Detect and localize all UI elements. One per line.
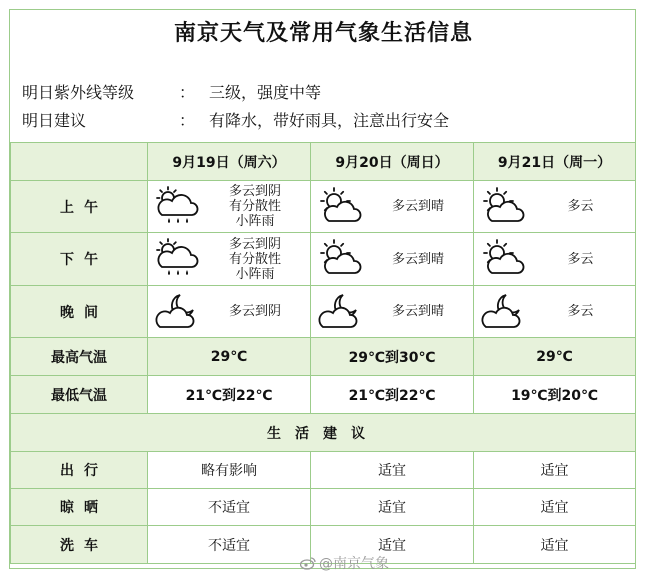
period-label: 下午 [11,233,148,286]
sun-cloud-icon [480,186,526,226]
life-label: 洗车 [11,526,148,564]
max-temp-value: 29℃到30℃ [311,338,474,376]
weather-cell [148,286,311,338]
weather-cell [311,233,474,286]
life-value: 不适宜 [148,526,311,564]
weather-card [9,9,636,569]
min-temp-label: 最低气温 [11,376,148,414]
date-header: 9月20日（周日） [311,143,474,181]
period-row-morning [11,181,636,233]
date-header: 9月21日（周一） [474,143,636,181]
period-row-afternoon [11,233,636,286]
min-temp-row [11,376,636,414]
max-temp-value: 29℃ [474,338,636,376]
life-value: 适宜 [311,526,474,564]
weather-cell [474,181,636,233]
max-temp-row [11,338,636,376]
date-header: 9月19日（周六） [148,143,311,181]
forecast-table [10,142,636,564]
moon-cloud-icon [317,291,363,331]
period-label: 晚间 [11,286,148,338]
cloud-rain-sun-icon [154,238,200,278]
life-advice-title: 生活建议 [11,414,636,452]
sun-cloud-icon [317,238,363,278]
weather-cell [148,233,311,286]
weather-cell [148,181,311,233]
advice-value: 有降水，带好雨具，注意出行安全 [209,111,450,130]
life-value: 略有影响 [148,452,311,489]
cloud-rain-sun-icon [154,186,200,226]
weather-text: 多云 [567,304,594,319]
advice-label: 明日建议 [22,111,87,130]
sun-cloud-icon [317,186,363,226]
weather-text: 多云 [567,199,594,214]
life-value: 适宜 [311,452,474,489]
watermark-text: @南京气象 [319,556,389,572]
min-temp-value: 21℃到22℃ [148,376,311,414]
life-value: 适宜 [474,526,636,564]
max-temp-label: 最高气温 [11,338,148,376]
life-value: 不适宜 [148,489,311,526]
max-temp-value: 29℃ [148,338,311,376]
weather-cell [311,181,474,233]
weather-cell [474,286,636,338]
life-label: 出行 [11,452,148,489]
life-label: 晾晒 [11,489,148,526]
weather-text: 多云到晴 [391,251,444,267]
period-row-evening [11,286,636,338]
corner-cell [11,143,148,181]
page-title: 南京天气及常用气象生活信息 [173,21,473,46]
date-header-row [11,143,636,181]
uv-level-colon: ： [179,83,196,102]
weather-cell [474,233,636,286]
weibo-icon [300,556,316,570]
weather-text: 多云 [567,251,594,267]
moon-cloud-icon [480,291,526,331]
uv-level-label: 明日紫外线等级 [22,83,135,102]
moon-cloud-icon [154,291,200,331]
life-value: 适宜 [311,489,474,526]
weather-text: 多云到晴 [391,199,444,214]
weather-text: 多云到阴 有分散性 小阵雨 [228,236,281,282]
life-value: 适宜 [474,452,636,489]
weather-text: 多云到阴 [228,304,281,319]
life-value: 适宜 [474,489,636,526]
uv-level-value: 三级，强度中等 [209,83,322,102]
weibo-watermark [300,553,389,573]
weather-text: 多云到阴 有分散性 小阵雨 [228,184,281,229]
advice-colon: ： [179,111,196,130]
life-advice-header-row [11,414,636,452]
life-row-travel [11,452,636,489]
sun-cloud-icon [480,238,526,278]
weather-cell [311,286,474,338]
min-temp-value: 19℃到20℃ [474,376,636,414]
min-temp-value: 21℃到22℃ [311,376,474,414]
life-row-drying [11,489,636,526]
period-label: 上午 [11,181,148,233]
weather-text: 多云到晴 [391,304,444,319]
